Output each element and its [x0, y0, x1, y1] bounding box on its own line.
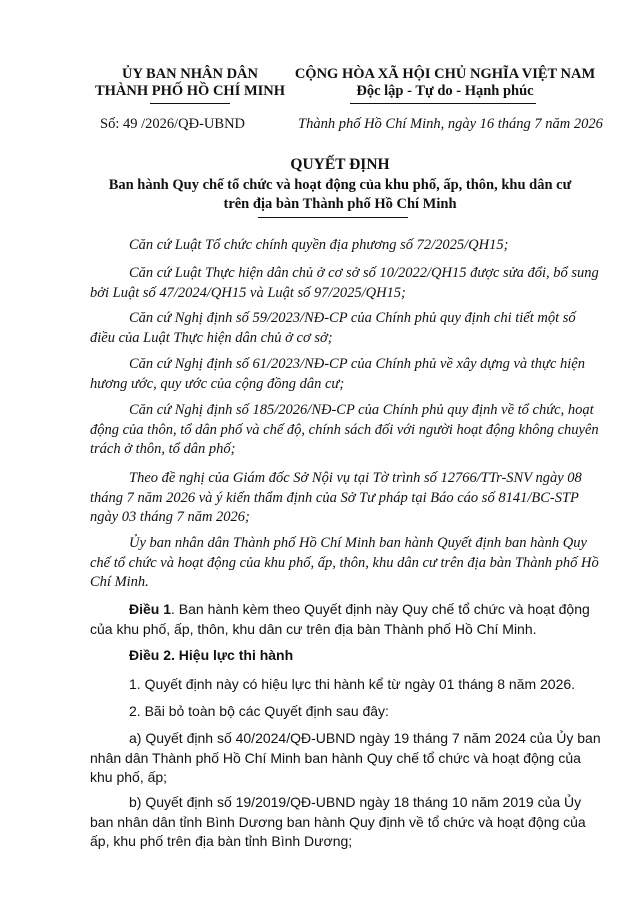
document-subject — [60, 176, 620, 214]
place-date: Thành phố Hồ Chí Minh, ngày 16 tháng 7 năm 2026 — [298, 116, 603, 132]
title-underline — [258, 217, 408, 218]
nation-line1: CỘNG HÒA XÃ HỘI CHỦ NGHĨA VIỆT NAM — [294, 66, 596, 82]
article-2-label: Điều 2 — [129, 647, 172, 663]
preamble-4: Căn cứ Nghị định số 61/2023/NĐ-CP của Chính phủ về xây dựng và thực hiện hương ước, quy ước của cộng đồng dân cư; — [90, 356, 585, 392]
article-2-point-1: 1. Quyết định này có hiệu lực thi hành kể từ ngày 01 tháng 8 năm 2026. — [129, 676, 576, 692]
preamble-6: Theo đề nghị của Giám đốc Sở Nội vụ tại Tờ trình số 12766/TTr-SNV ngày 08 tháng 7 năm 2026 và ý kiến thẩm định của Sở Tư pháp tại Báo cáo số 8141/BC-STP ngày 03 tháng 7 năm 2026; — [90, 470, 582, 525]
article-1 — [90, 600, 604, 639]
subject-line1: Ban hành Quy chế tổ chức và hoạt động của khu phố, ấp, thôn, khu dân cư — [108, 177, 572, 193]
document-type: QUYẾT ĐỊNH — [290, 156, 390, 173]
subject-line2: trên địa bàn Thành phố Hồ Chí Minh — [223, 196, 457, 212]
national-motto — [290, 66, 600, 100]
article-2-point-2: 2. Bãi bỏ toàn bộ các Quyết định sau đây: — [129, 703, 389, 719]
agency-underline — [150, 103, 230, 104]
preamble-1: Căn cứ Luật Tổ chức chính quyền địa phương số 72/2025/QH15; — [129, 237, 509, 253]
preamble-3: Căn cứ Nghị định số 59/2023/NĐ-CP của Chính phủ quy định chi tiết một số điều của Luật Thực hiện dân chủ ở cơ sở; — [90, 310, 576, 346]
article-2-point-b: b) Quyết định số 19/2019/QĐ-UBND ngày 18 tháng 10 năm 2019 của Ủy ban nhân dân tỉnh Bình Dương ban hành Quy định về tổ chức và hoạt động của ấp, khu phố trên địa bàn tỉnh Bình Dương; — [90, 794, 586, 849]
article-2-heading — [90, 646, 604, 666]
preamble-2: Căn cứ Luật Thực hiện dân chủ ở cơ sở số 10/2022/QH15 được sửa đổi, bổ sung bởi Luật số 47/2024/QH15 và Luật số 97/2025/QH15; — [90, 265, 599, 301]
preamble-7: Ủy ban nhân dân Thành phố Hồ Chí Minh ban hành Quyết định ban hành Quy chế tổ chức và hoạt động của khu phố, ấp, thôn, khu dân cư trên địa bàn Thành phố Hồ Chí Minh. — [90, 535, 599, 590]
article-2-title: . Hiệu lực thi hành — [171, 647, 294, 663]
article-1-label: Điều 1 — [129, 601, 172, 617]
article-1-text: . Ban hành kèm theo Quyết định này Quy chế tổ chức và hoạt động của khu phố, ấp, thôn, khu dân cư trên địa bàn Thành phố Hồ Chí Minh. — [90, 601, 590, 637]
motto-underline — [350, 103, 536, 104]
document-number: Số: 49 /2026/QĐ-UBND — [100, 116, 246, 132]
agency-line2: THÀNH PHỐ HỒ CHÍ MINH — [94, 83, 286, 99]
preamble-5: Căn cứ Nghị định số 185/2026/NĐ-CP của Chính phủ quy định về tổ chức, hoạt động của thôn, tổ dân phố và chế độ, chính sách đối với người hoạt động không chuyên trách ở thôn, tổ dân phố; — [90, 402, 599, 457]
article-2-point-a: a) Quyết định số 40/2024/QĐ-UBND ngày 19 tháng 7 năm 2024 của Ủy ban nhân dân Thành phố Hồ Chí Minh ban hành Quy chế tổ chức và hoạt động của khu phố, ấp; — [90, 730, 601, 785]
nation-line2: Độc lập - Tự do - Hạnh phúc — [356, 83, 534, 99]
issuing-agency — [90, 66, 290, 100]
agency-line1: ỦY BAN NHÂN DÂN — [121, 66, 258, 82]
